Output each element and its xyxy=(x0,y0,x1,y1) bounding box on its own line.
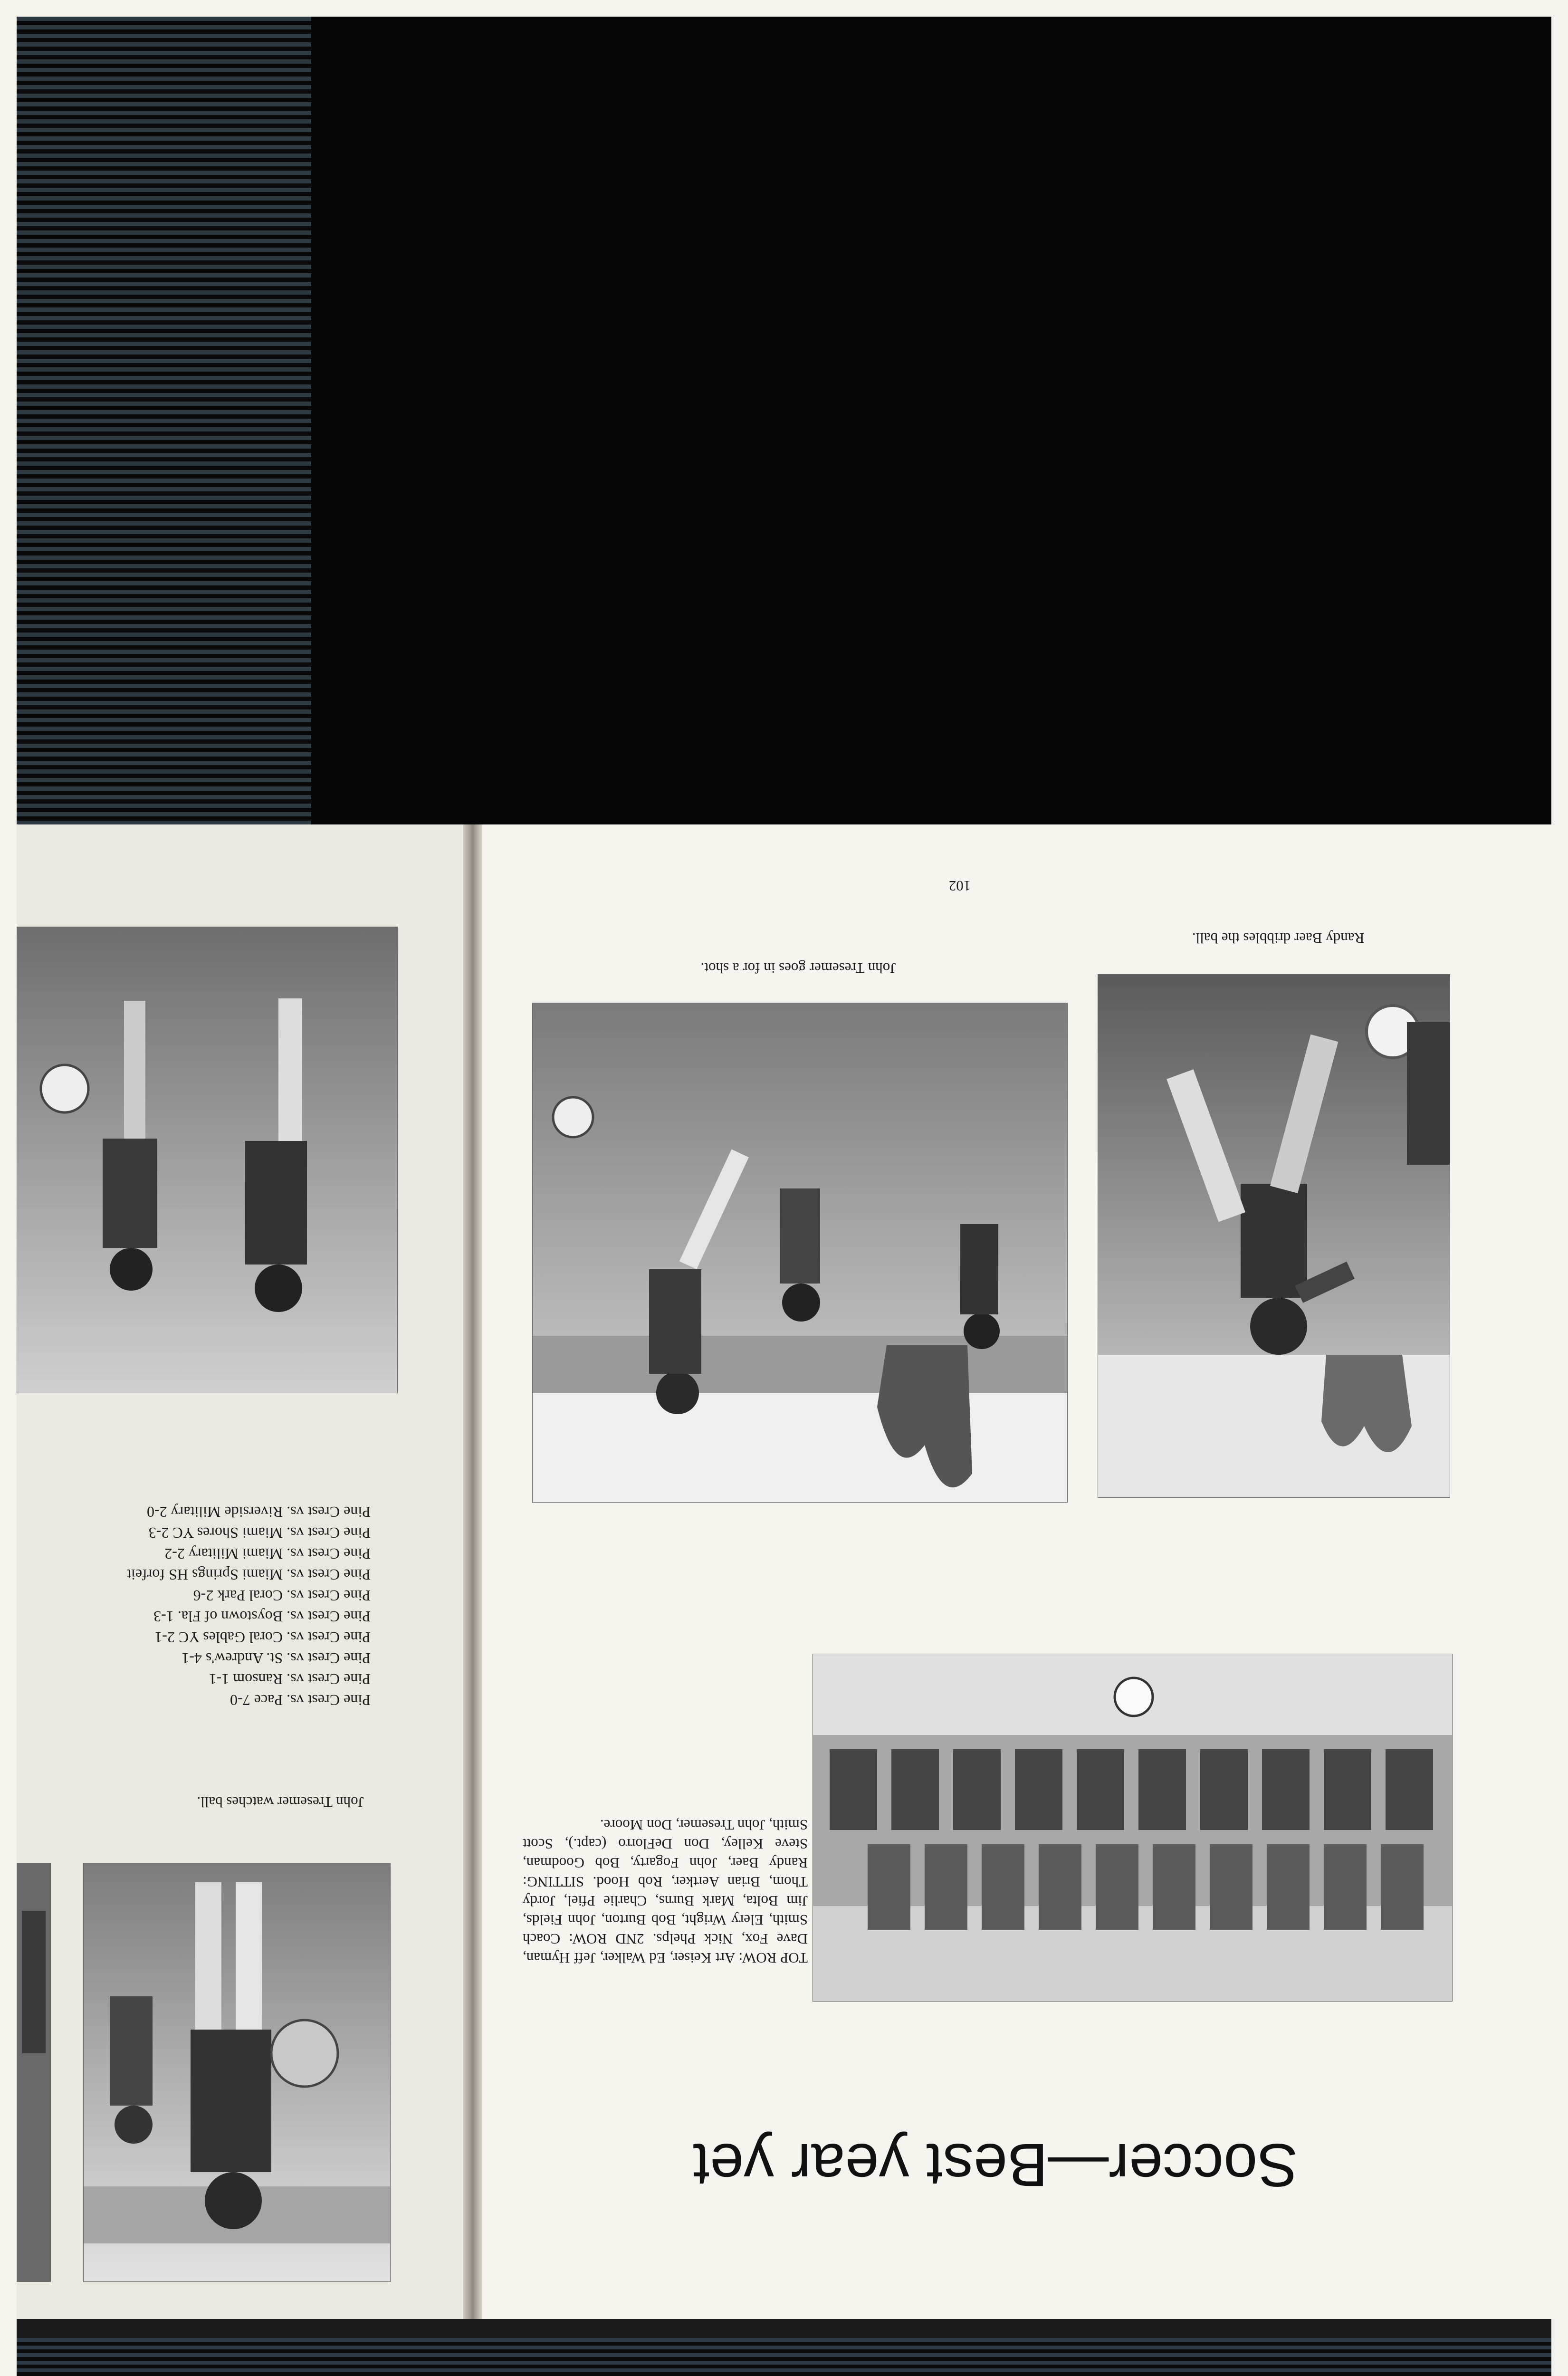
score-line: Pine Crest vs. Coral Gables YC 2-1 xyxy=(154,1629,371,1646)
score-line: Pine Crest vs. Riverside Military 2-0 xyxy=(146,1504,371,1521)
score-line: Pine Crest vs. Miami Military 2-2 xyxy=(164,1545,371,1562)
book-gutter xyxy=(463,824,482,2321)
scanner-streak xyxy=(17,17,311,824)
caption-right-photo: Randy Baer dribbles the ball. xyxy=(1192,930,1365,947)
caption-center-photo: John Tresemer goes in for a shot. xyxy=(700,960,896,977)
photo-tresemer-shot xyxy=(532,1003,1068,1503)
score-line: Pine Crest vs. Ransom 1-1 xyxy=(209,1671,371,1688)
team-roster-caption: TOP ROW: Art Keiser, Ed Walker, Jeff Hyman, Dave Fox, Nick Phelps. 2ND ROW: Coach Smith, Elery Wright, Bob Burton, John Fields, Jim Bolta, Mark Burns, Charlie Pfiel, Jordy Thom, Brian Aertker, Rob Hood. SITTING: Randy Baer, John Fogarty, Bob Goodman, Steve Kelley, Don DeFlorro (capt.), Scott Smith, John Tresemer, Don Moore. xyxy=(523,1817,808,1966)
photo-team xyxy=(813,1654,1453,2002)
score-line: Pine Crest vs. Boystown of Fla. 1-3 xyxy=(153,1608,371,1625)
season-scores xyxy=(38,1502,371,1711)
photo-left-top xyxy=(17,927,398,1393)
score-line: Pine Crest vs. Pace 7-0 xyxy=(230,1692,371,1709)
score-line: Pine Crest vs. Coral Park 2-6 xyxy=(193,1587,371,1604)
score-line: Pine Crest vs. Miami Shores YC 2-3 xyxy=(148,1524,371,1542)
score-line: Pine Crest vs. St. Andrew's 4-1 xyxy=(182,1650,371,1667)
photo-player-kicking xyxy=(1098,974,1450,1498)
caption-left-photo: John Tresemer watches ball. xyxy=(197,1794,364,1811)
scanner-bottom-streak xyxy=(17,2338,1551,2376)
page-number: 102 xyxy=(948,878,971,894)
book-edge xyxy=(17,2319,1551,2340)
photo-left-edge-strip xyxy=(17,1863,51,2282)
score-line: Pine Crest vs. Miami Springs HS forfeit xyxy=(127,1566,371,1583)
page-title: Soccer—Best year yet xyxy=(693,2131,1298,2199)
photo-tresemer-watches xyxy=(83,1863,391,2282)
